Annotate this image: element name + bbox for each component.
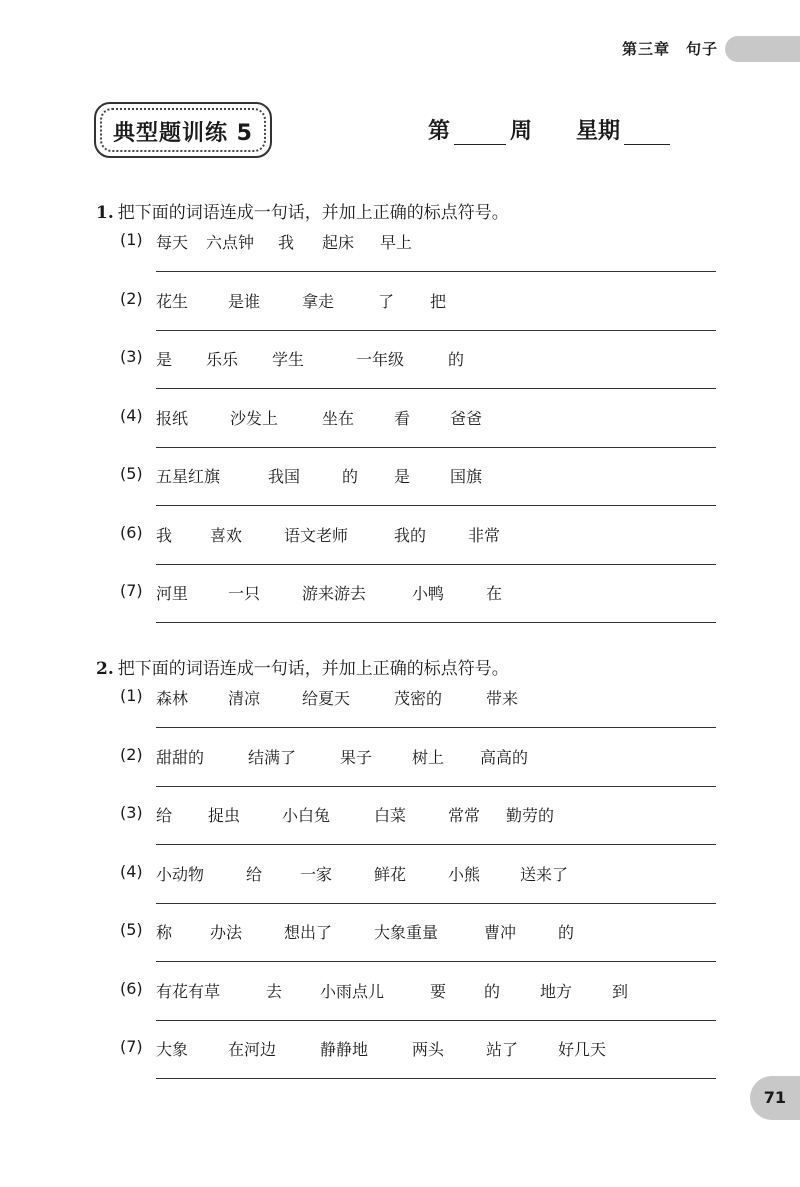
- word-chip: 到: [612, 981, 629, 1001]
- item-label: (7): [120, 1037, 143, 1056]
- word-chip: 起床: [322, 233, 355, 252]
- word-chip: 有花有草: [156, 981, 221, 1001]
- word-chip: 果子: [340, 747, 373, 767]
- word-chip: 白菜: [374, 806, 407, 825]
- answer-line[interactable]: [156, 1020, 716, 1021]
- item-label: (3): [120, 803, 143, 822]
- word-chip: 乐乐: [206, 350, 239, 369]
- word-chip: 在河边: [228, 1040, 277, 1059]
- word-chip: 小雨点儿: [320, 981, 385, 1001]
- exercise-item: [96, 226, 736, 285]
- item-label: (1): [120, 686, 143, 705]
- word-chip: 带来: [486, 689, 519, 708]
- question-number: 2.: [96, 659, 114, 679]
- word-chip: 是: [156, 350, 173, 369]
- answer-line[interactable]: [156, 844, 716, 845]
- word-chip: 喜欢: [210, 525, 243, 545]
- word-chip: 的: [342, 467, 359, 486]
- word-chip: 送来了: [520, 864, 569, 884]
- word-chip: 爸爸: [450, 408, 483, 428]
- exercise-item: [96, 682, 736, 741]
- word-chip: 的: [484, 981, 501, 1001]
- word-chip: 勤劳的: [506, 806, 555, 825]
- word-chip: 了: [378, 291, 395, 311]
- word-chip: 茂密的: [394, 689, 443, 708]
- word-chip: 去: [266, 981, 283, 1001]
- word-chip: 小动物: [156, 864, 205, 884]
- word-chip: 把: [430, 291, 447, 311]
- word-chip: 花生: [156, 291, 189, 311]
- answer-line[interactable]: [156, 388, 716, 389]
- answer-line[interactable]: [156, 903, 716, 904]
- date-line: [428, 114, 670, 145]
- answer-line[interactable]: [156, 271, 716, 272]
- exercise-item: [96, 343, 736, 402]
- week-prefix: 第: [428, 119, 451, 144]
- word-chip: 国旗: [450, 467, 483, 486]
- answer-line[interactable]: [156, 786, 716, 787]
- word-chip: 站了: [486, 1040, 519, 1059]
- word-chip: 捉虫: [208, 806, 241, 825]
- word-chip: 给: [246, 864, 263, 884]
- word-chip: 的: [558, 923, 575, 942]
- week-suffix: 周: [510, 119, 533, 144]
- exercise-section-1: [96, 200, 736, 636]
- word-chip: 给夏天: [302, 689, 351, 708]
- word-chip: 每天: [156, 233, 189, 252]
- word-chip: 要: [430, 981, 447, 1001]
- word-chip: 一年级: [356, 350, 405, 369]
- word-chip: 大象: [156, 1040, 189, 1059]
- instruction: [96, 656, 736, 682]
- exercise-item: [96, 858, 736, 917]
- word-chip: 看: [394, 408, 411, 428]
- word-chip: 给: [156, 806, 173, 825]
- word-chip: 树上: [412, 747, 445, 767]
- exercise-section-2: [96, 656, 736, 1092]
- week-blank[interactable]: [454, 120, 506, 145]
- word-chip: 在: [486, 584, 503, 603]
- word-chip: 拿走: [302, 291, 335, 311]
- word-chip: 早上: [380, 233, 413, 252]
- word-chip: 地方: [540, 981, 573, 1001]
- item-label: (3): [120, 347, 143, 366]
- day-label: 星期: [576, 119, 621, 144]
- word-chip: 想出了: [284, 923, 333, 942]
- item-label: (2): [120, 744, 143, 764]
- exercise-item: [96, 1033, 736, 1092]
- word-chip: 我的: [394, 525, 427, 545]
- word-chip: 办法: [210, 923, 243, 942]
- word-chip: 报纸: [156, 408, 189, 428]
- title-badge: [94, 102, 272, 158]
- exercise-item: [96, 402, 736, 461]
- item-label: (6): [120, 978, 143, 998]
- instruction-text: 把下面的词语连成一句话，并加上正确的标点符号。: [117, 659, 509, 679]
- question-number: 1.: [96, 203, 114, 223]
- word-chip: 甜甜的: [156, 747, 205, 767]
- word-chip: 结满了: [248, 747, 297, 767]
- word-chip: 我: [278, 233, 295, 252]
- word-chip: 清凉: [228, 689, 261, 708]
- word-chip: 坐在: [322, 408, 355, 428]
- word-chip: 两头: [412, 1040, 445, 1059]
- word-chip: 小鸭: [412, 584, 445, 603]
- word-chip: 非常: [468, 525, 501, 545]
- exercise-item: [96, 975, 736, 1034]
- instruction-text: 把下面的词语连成一句话，并加上正确的标点符号。: [117, 203, 509, 223]
- exercise-title: 典型题训练 5: [113, 121, 253, 146]
- answer-line[interactable]: [156, 564, 716, 565]
- exercise-item: [96, 577, 736, 636]
- answer-line[interactable]: [156, 622, 716, 623]
- exercise-item: [96, 460, 736, 519]
- day-blank[interactable]: [624, 120, 670, 145]
- item-label: (4): [120, 861, 143, 881]
- word-chip: 我国: [268, 467, 301, 486]
- word-chip: 大象重量: [374, 923, 439, 942]
- item-label: (7): [120, 581, 143, 600]
- answer-line[interactable]: [156, 330, 716, 331]
- word-chip: 小白兔: [282, 806, 331, 825]
- item-label: (5): [120, 464, 143, 483]
- item-label: (5): [120, 920, 143, 939]
- answer-line[interactable]: [156, 505, 716, 506]
- exercise-item: [96, 799, 736, 858]
- word-chip: 语文老师: [284, 525, 349, 545]
- word-chip: 静静地: [320, 1040, 369, 1059]
- word-chip: 我: [156, 525, 173, 545]
- exercise-item: [96, 519, 736, 578]
- answer-line[interactable]: [156, 727, 716, 728]
- exercise-item: [96, 916, 736, 975]
- item-label: (1): [120, 230, 143, 249]
- item-label: (4): [120, 405, 143, 425]
- instruction: [96, 200, 736, 226]
- word-chip: 称: [156, 923, 173, 942]
- chapter-title: 第三章 句子: [621, 40, 718, 58]
- exercise-item: [96, 285, 736, 344]
- item-label: (6): [120, 522, 143, 542]
- word-chip: 学生: [272, 350, 305, 369]
- word-chip: 曹冲: [484, 923, 517, 942]
- word-chip: 六点钟: [206, 233, 255, 252]
- exercise-item: [96, 741, 736, 800]
- answer-line[interactable]: [156, 961, 716, 962]
- word-chip: 游来游去: [302, 584, 367, 603]
- word-chip: 高高的: [480, 747, 529, 767]
- word-chip: 小熊: [448, 864, 481, 884]
- word-chip: 常常: [448, 806, 481, 825]
- chapter-tab: [725, 36, 800, 62]
- page-number: 71: [763, 1088, 786, 1107]
- word-chip: 好几天: [558, 1040, 607, 1059]
- word-chip: 五星红旗: [156, 467, 221, 486]
- word-chip: 一家: [300, 864, 333, 884]
- word-chip: 的: [448, 350, 465, 369]
- answer-line[interactable]: [156, 1078, 716, 1079]
- item-label: (2): [120, 288, 143, 308]
- word-chip: 河里: [156, 584, 189, 603]
- word-chip: 是谁: [228, 291, 261, 311]
- answer-line[interactable]: [156, 447, 716, 448]
- word-chip: 森林: [156, 689, 189, 708]
- word-chip: 鲜花: [374, 864, 407, 884]
- word-chip: 沙发上: [230, 408, 279, 428]
- word-chip: 是: [394, 467, 411, 486]
- word-chip: 一只: [228, 584, 261, 603]
